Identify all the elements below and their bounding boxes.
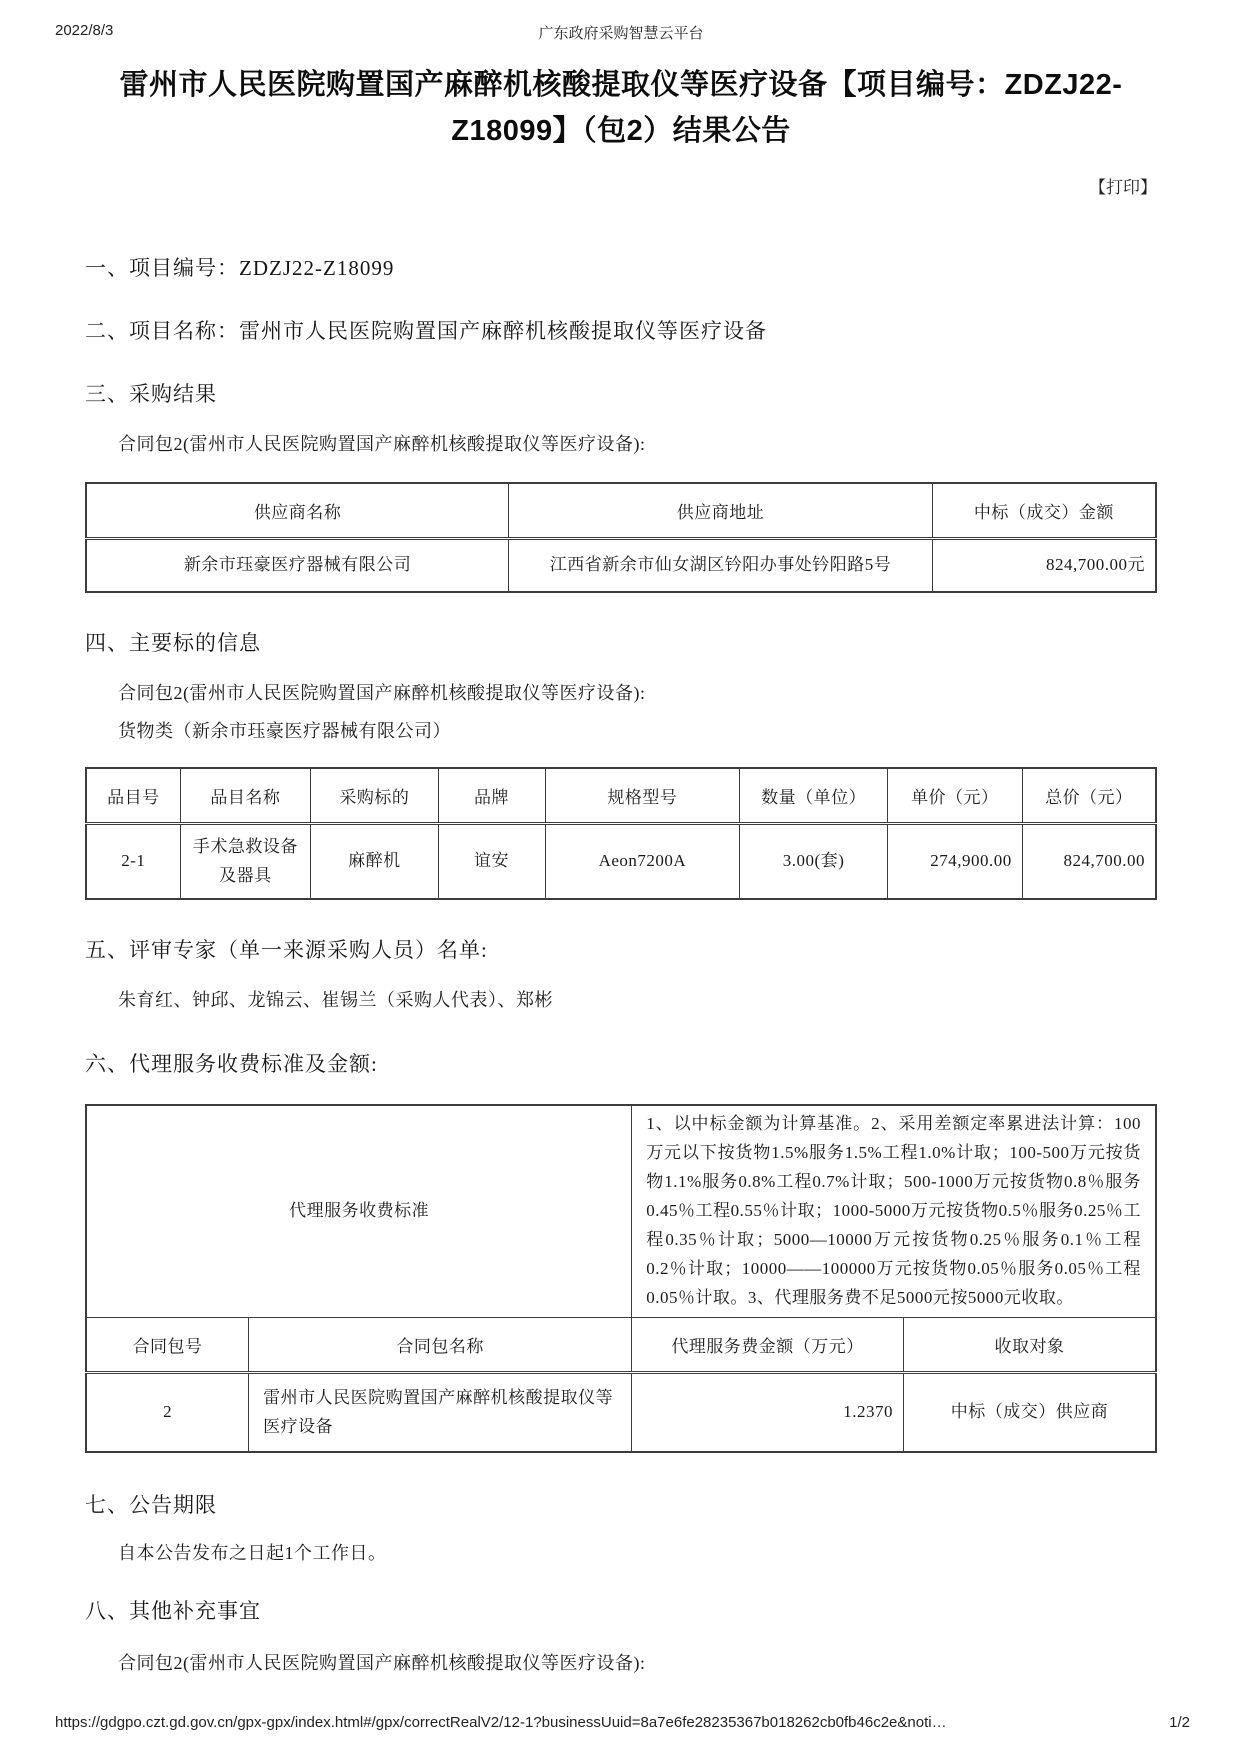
fee-amount-header: 代理服务费金额（万元） — [632, 1317, 904, 1372]
section-heading-agency-fee: 六、代理服务收费标准及金额: — [85, 1052, 378, 1077]
supplier-address-cell: 江西省新余市仙女湖区钤阳办事处钤阳路5号 — [509, 538, 933, 591]
print-button[interactable]: 【打印】 — [1089, 177, 1157, 197]
supplier-address-header: 供应商地址 — [509, 483, 933, 539]
brand-cell: 谊安 — [438, 823, 545, 899]
fee-amount-cell: 1.2370 — [632, 1372, 904, 1452]
section-heading-main-subject: 四、主要标的信息 — [85, 630, 261, 655]
fee-payer-header: 收取对象 — [903, 1317, 1156, 1372]
expert-names: 朱育红、钟邱、龙锦云、崔锡兰（采购人代表）、郑彬 — [118, 990, 553, 1011]
total-price-cell: 824,700.00 — [1022, 823, 1156, 899]
item-no-cell: 2-1 — [86, 823, 180, 899]
section-heading-project-name: 二、项目名称：雷州市人民医院购置国产麻醉机核酸提取仪等医疗设备 — [85, 318, 767, 343]
package-no-header: 合同包号 — [86, 1317, 249, 1372]
supplier-table — [85, 482, 1157, 593]
quantity-cell: 3.00(套) — [740, 823, 888, 899]
fee-standard-row — [86, 1105, 1156, 1317]
model-cell: Aeon7200A — [545, 823, 740, 899]
print-date: 2022/8/3 — [55, 22, 114, 39]
section-heading-project-no: 一、项目编号：ZDZJ22-Z18099 — [85, 255, 395, 280]
item-name-header: 品目名称 — [180, 768, 311, 824]
supplier-table-header-row — [86, 483, 1156, 539]
total-price-header: 总价（元） — [1022, 768, 1156, 824]
print-footer — [0, 1714, 1242, 1736]
items-table-header-row — [86, 768, 1156, 824]
package-name-header: 合同包名称 — [249, 1317, 632, 1372]
award-amount-header: 中标（成交）金额 — [932, 483, 1156, 539]
supplier-name-header: 供应商名称 — [86, 483, 509, 539]
package-intro-result: 合同包2(雷州市人民医院购置国产麻醉机核酸提取仪等医疗设备): — [118, 433, 646, 454]
quantity-header: 数量（单位） — [740, 768, 888, 824]
package-no-cell: 2 — [86, 1372, 249, 1452]
model-header: 规格型号 — [545, 768, 740, 824]
section-heading-procurement-result: 三、采购结果 — [85, 381, 217, 406]
item-name-cell: 手术急救设备及器具 — [180, 823, 311, 899]
procurement-subject-cell: 麻醉机 — [311, 823, 438, 899]
brand-header: 品牌 — [438, 768, 545, 824]
table-row — [86, 1372, 1156, 1452]
site-title: 广东政府采购智慧云平台 — [538, 25, 704, 42]
announcement-period-text: 自本公告发布之日起1个工作日。 — [118, 1543, 387, 1564]
table-row — [86, 823, 1156, 899]
section-heading-experts: 五、评审专家（单一来源采购人员）名单: — [85, 938, 488, 963]
fee-standard-label: 代理服务收费标准 — [86, 1105, 632, 1317]
unit-price-header: 单价（元） — [887, 768, 1022, 824]
page-indicator: 1/2 — [1169, 1714, 1190, 1731]
items-table — [85, 767, 1157, 901]
section-heading-announcement-period: 七、公告期限 — [85, 1493, 217, 1518]
item-no-header: 品目号 — [86, 768, 180, 824]
table-row — [86, 538, 1156, 591]
fee-standard-text: 1、以中标金额为计算基准。2、采用差额定率累进法计算：100万元以下按货物1.5%服务1.5%工程1.0%计取；100-500万元按货物1.1%服务0.8%工程0.7%计取；500-1000万元按货物0.8％服务0.45％工程0.55％计取；1000-5000万元按货物0.5％服务0.25％工程0.35％计取；5000—10000万元按货物0.25％服务0.1％工程0.2％计取；10000——100000万元按货物0.05％服务0.05％工程0.05％计取。3、代理服务费不足5000元按5000元收取。 — [632, 1105, 1156, 1317]
section-heading-other-matters: 八、其他补充事宜 — [85, 1599, 261, 1624]
package-intro-subject: 合同包2(雷州市人民医院购置国产麻醉机核酸提取仪等医疗设备): — [118, 682, 646, 703]
footer-url: https://gdgpo.czt.gd.gov.cn/gpx-gpx/index.html#/gpx/correctRealV2/12-1?businessUuid=8a7e6fe28235367b018262cb0fb46c2e&noti… — [55, 1714, 947, 1731]
print-button-row — [85, 173, 1157, 198]
fee-table-header-row — [86, 1317, 1156, 1372]
package-name-cell: 雷州市人民医院购置国产麻醉机核酸提取仪等医疗设备 — [249, 1372, 632, 1452]
print-header — [0, 22, 1242, 42]
procurement-subject-header: 采购标的 — [311, 768, 438, 824]
document-page — [85, 0, 1157, 1675]
award-amount-cell: 824,700.00元 — [932, 538, 1156, 591]
agency-fee-table — [85, 1104, 1157, 1453]
category-line: 货物类（新余市珏豪医疗器械有限公司） — [118, 720, 451, 741]
supplier-name-cell: 新余市珏豪医疗器械有限公司 — [86, 538, 509, 591]
page-title: 雷州市人民医院购置国产麻醉机核酸提取仪等医疗设备【项目编号：ZDZJ22-Z18099】（包2）结果公告 — [119, 69, 1123, 148]
package-intro-other: 合同包2(雷州市人民医院购置国产麻醉机核酸提取仪等医疗设备): — [118, 1653, 646, 1674]
fee-payer-cell: 中标（成交）供应商 — [903, 1372, 1156, 1452]
unit-price-cell: 274,900.00 — [887, 823, 1022, 899]
